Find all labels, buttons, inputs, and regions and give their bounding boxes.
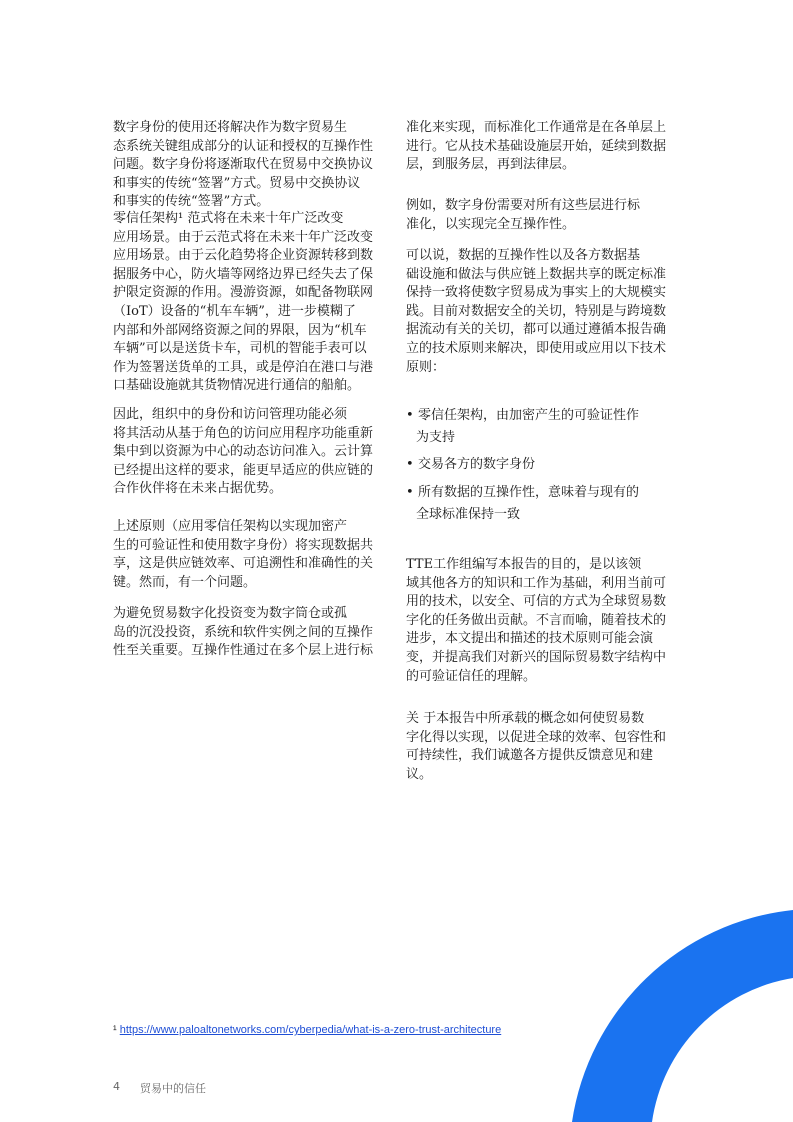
text-line: 可以说，数据的互操作性以及各方数据基	[406, 248, 641, 263]
text-line: 性至关重要。互操作性通过在多个层上进行标	[113, 643, 374, 659]
text-line: 因此，组织中的身份和访问管理功能必须	[113, 407, 348, 422]
text-line: （IoT）设备的“机车车辆”，进一步模糊了	[113, 303, 356, 319]
text-line: 进步，本文提出和描述的技术原则可能会演	[406, 631, 654, 647]
text-line: TTE工作组编写本报告的目的，是以该领	[406, 557, 642, 572]
decorative-arc	[560, 900, 793, 1122]
text-line: 字化的任务做出贡献。不言而喻，随着技术的	[406, 612, 667, 628]
text-line: 的可验证信任的理解。	[406, 668, 537, 684]
text-line: 享，这是供应链效率、可追溯性和准确性的关	[113, 556, 374, 572]
text-line: 保持一致将使数字贸易成为事实上的大规模实	[406, 285, 667, 301]
text-line: 应用场景。由于云范式将在未来十年广泛改变	[113, 229, 374, 245]
left-para-5	[113, 605, 373, 661]
text-line: 字化得以实现，以促进全球的效率、包容性和	[406, 729, 667, 745]
text-line: 态系统关键组成部分的认证和授权的互操作性	[113, 138, 374, 154]
footnote	[113, 1024, 501, 1036]
bullet-text: 交易各方的数字身份	[418, 457, 536, 472]
right-para-2	[406, 197, 640, 234]
left-para-2	[113, 210, 373, 396]
left-para-3	[113, 406, 373, 499]
footnote-link[interactable]: https://www.paloaltonetworks.com/cyberpedia/what-is-a-zero-trust-architecture	[119, 1024, 502, 1036]
bullet-text: 为支持	[416, 430, 456, 445]
text-line: 变，并提高我们对新兴的国际贸易数字结构中	[406, 649, 667, 665]
footnote-marker: ¹	[113, 1024, 117, 1036]
text-line: 键。然而，有一个问题。	[113, 574, 257, 590]
text-line: 据流动有关的关切，都可以通过遵循本报告确	[406, 322, 667, 338]
text-line: 生的可验证性和使用数字身份）将实现数据共	[113, 537, 374, 553]
bullet-text: 零信任架构，由加密产生的可验证性作	[418, 408, 640, 423]
text-line: 用的技术，以安全、可信的方式为全球贸易数	[406, 594, 667, 610]
text-line: 数字身份的使用还将解决作为数字贸易生	[113, 120, 348, 135]
text-line: 原则：	[406, 359, 446, 375]
text-line: 议。	[406, 766, 433, 782]
left-para-4	[113, 518, 373, 592]
page-number: 4	[113, 1080, 120, 1093]
bullet-text: 所有数据的互操作性，意味着与现有的	[418, 485, 640, 500]
text-line: 立的技术原则来解决，即使用或应用以下技术	[406, 340, 667, 356]
text-line: 准化，以实现完全互操作性。	[406, 216, 576, 232]
bullet-marker: •	[406, 408, 414, 423]
bullet-marker: •	[406, 457, 414, 472]
text-line: 例如，数字身份需要对所有这些层进行标	[406, 198, 641, 213]
text-line: 零信任架构¹ 范式将在未来十年广泛改变	[113, 211, 344, 226]
text-line: 将其活动从基于角色的访问应用程序功能重新	[113, 425, 374, 441]
text-line: 准化来实现，而标准化工作通常是在各单层上	[406, 120, 667, 135]
text-line: 域其他各方的知识和工作为基础，利用当前可	[406, 575, 667, 591]
right-para-3	[406, 247, 666, 377]
text-line: 层，到服务层，再到法律层。	[406, 157, 576, 173]
text-line: 和事实的传统“签署”方式。	[113, 194, 270, 210]
footer-title: 贸易中的信任	[140, 1082, 206, 1095]
bullet-item	[406, 482, 639, 526]
bullet-item	[406, 454, 535, 476]
text-line: 为避免贸易数字化投资变为数字筒仓或孤	[113, 606, 348, 621]
right-para-4	[406, 556, 666, 686]
right-para-5	[406, 710, 666, 784]
text-line: 础设施和做法与供应链上数据共享的既定标准	[406, 266, 667, 282]
text-line: 和事实的传统“签署”方式。贸易中交换协议	[113, 175, 361, 191]
text-line: 作为签署送货单的工具，或是停泊在港口与港	[113, 359, 374, 375]
text-line: 护限定资源的作用。漫游资源，如配备物联网	[113, 285, 374, 301]
text-line: 车辆”可以是送货卡车，司机的智能手表可以	[113, 341, 367, 357]
text-line: 口基础设施就其货物情况进行通信的船舶。	[113, 378, 361, 394]
bullet-item	[406, 405, 639, 449]
text-line: 集中到以资源为中心的动态访问准入。云计算	[113, 444, 374, 460]
text-line: 践。目前对数据安全的关切，特别是与跨境数	[406, 303, 667, 319]
text-line: 关 于本报告中所承载的概念如何使贸易数	[406, 711, 645, 726]
text-line: 进行。它从技术基础设施层开始，延续到数据	[406, 138, 667, 154]
text-line: 合作伙伴将在未来占据优势。	[113, 481, 283, 497]
bullet-text: 全球标准保持一致	[416, 507, 521, 522]
left-para-1	[113, 119, 373, 212]
text-line: 岛的沉没投资，系统和软件实例之间的互操作	[113, 624, 374, 640]
text-line: 上述原则（应用零信任架构以实现加密产	[113, 519, 348, 534]
text-line: 据服务中心，防火墙等网络边界已经失去了保	[113, 266, 374, 282]
text-line: 内部和外部网络资源之间的界限，因为“机车	[113, 322, 367, 338]
right-para-1	[406, 119, 666, 175]
text-line: 问题。数字身份将逐渐取代在贸易中交换协议	[113, 157, 374, 173]
text-line: 应用场景。由于云化趋势将企业资源转移到数	[113, 248, 374, 264]
text-line: 可持续性，我们诚邀各方提供反馈意见和建	[406, 748, 654, 764]
text-line: 已经提出这样的要求，能更早适应的供应链的	[113, 462, 374, 478]
bullet-marker: •	[406, 485, 414, 500]
